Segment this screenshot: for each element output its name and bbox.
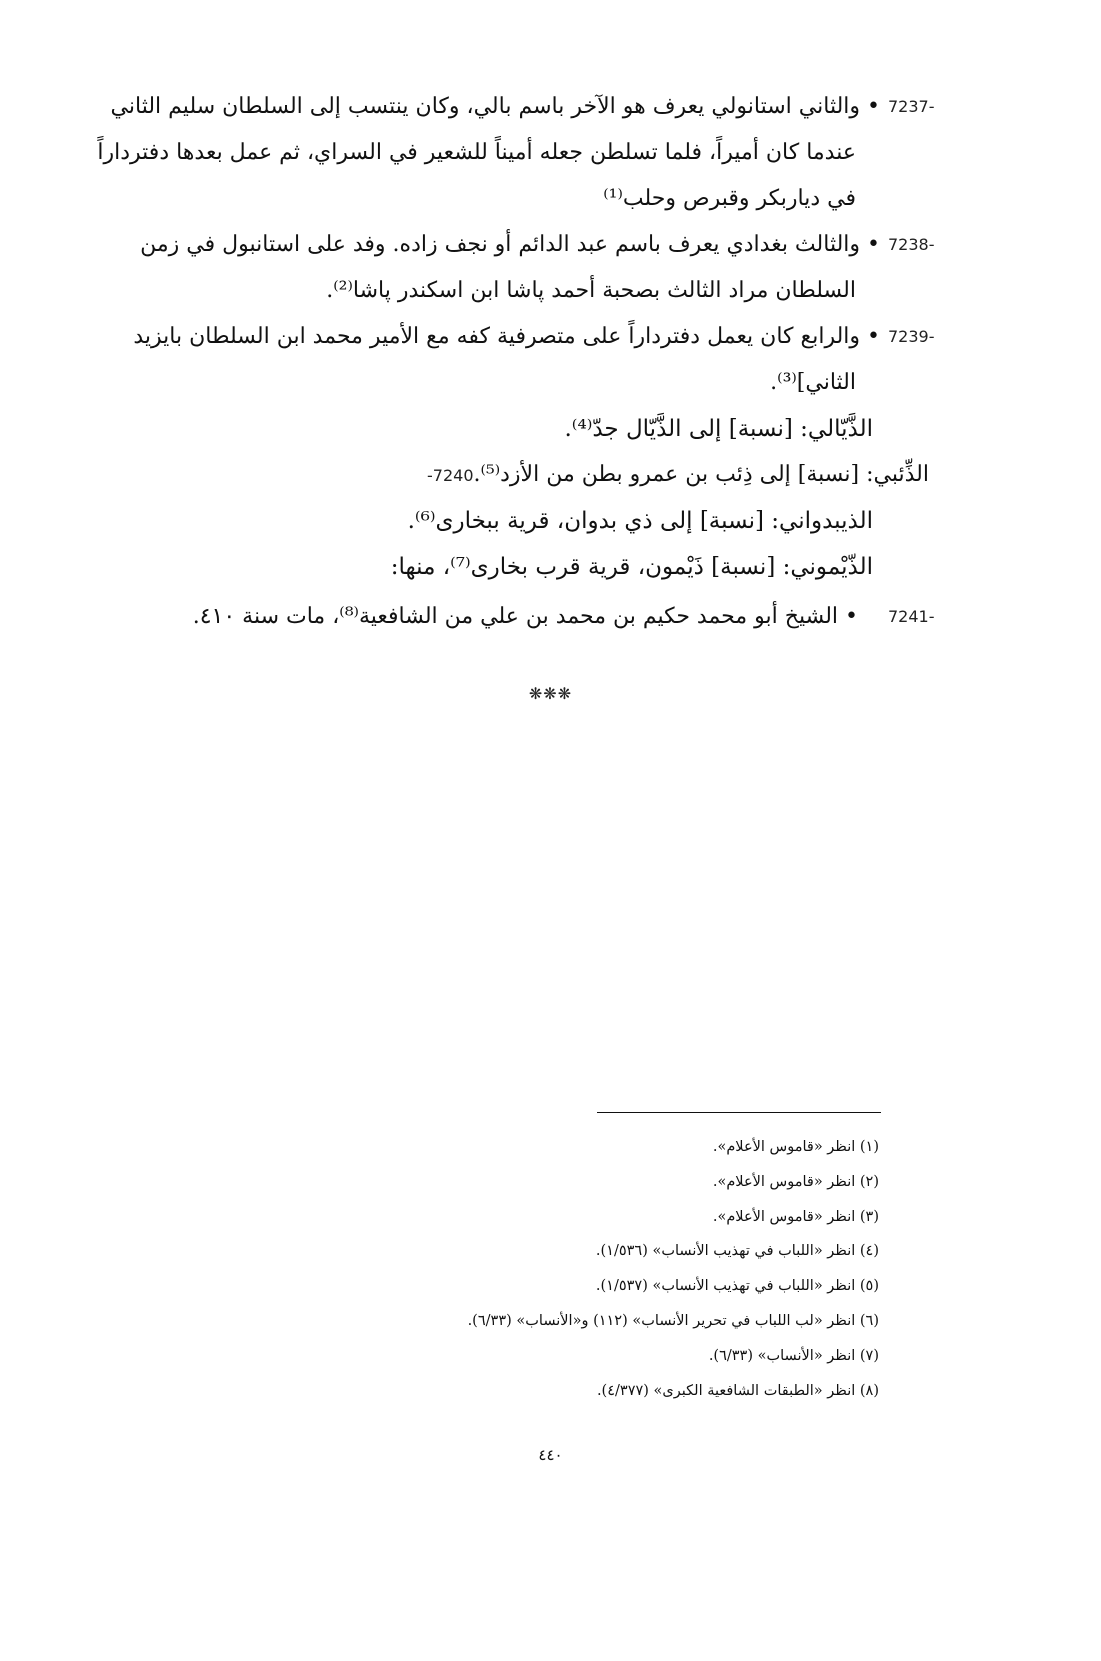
footnote-divider bbox=[597, 1112, 881, 1113]
footnote: (٢) انظر «قاموس الأعلام». bbox=[712, 1173, 879, 1190]
entry-line: في دياربكر وقبرص وحلب⁽¹⁾ bbox=[603, 186, 856, 211]
entry-number: 7239- bbox=[888, 327, 935, 346]
footnote: (٨) انظر «الطبقات الشافعية الكبرى» (٤/٣٧٧). bbox=[596, 1382, 879, 1399]
headword-dhayyali: الذَّيّالي: [نسبة] إلى الذَّيّال جدّ⁽⁴⁾. bbox=[564, 416, 873, 442]
footnote: (١) انظر «قاموس الأعلام». bbox=[712, 1139, 879, 1155]
entry-line: • والثاني استانولي يعرف هو الآخر باسم بالي، وكان ينتسب إلى السلطان سليم الثاني bbox=[110, 94, 880, 119]
entry-line: الثاني]⁽³⁾. bbox=[770, 370, 856, 395]
headword: الذِّئبي: [نسبة] إلى ذِئب بن عمرو بطن من الأزد⁽⁵⁾. bbox=[473, 462, 929, 487]
entry-line: • والرابع كان يعمل دفترداراً على متصرفية كفه مع الأمير محمد ابن السلطان بايزيد bbox=[133, 324, 880, 349]
entry-number: 7237- bbox=[888, 97, 935, 116]
entry-text bbox=[92, 314, 880, 406]
footnotes bbox=[219, 1130, 879, 1408]
page-number: ٤٤٠ bbox=[538, 1446, 563, 1464]
entry-number: 7240- bbox=[427, 466, 474, 485]
headword-dhaymuni: الذّيْموني: [نسبة] ذَيْمون، قرية قرب بخارى⁽⁷⁾، منها: bbox=[390, 554, 873, 580]
footnote: (٧) انظر «الأنساب» (٦/٣٣). bbox=[708, 1347, 879, 1364]
entry-text bbox=[92, 84, 880, 222]
footnote: (٤) انظر «اللباب في تهذيب الأنساب» (١/٥٣٦). bbox=[595, 1243, 879, 1260]
section-separator: ❋❋❋ bbox=[528, 684, 573, 703]
entry-line: • الشيخ أبو محمد حكيم بن محمد بن علي من الشافعية⁽⁸⁾، مات سنة ٤١٠. bbox=[192, 604, 858, 629]
entry-number: 7238- bbox=[888, 235, 935, 254]
entry-line: • والثالث بغدادي يعرف باسم عبد الدائم أو نجف زاده. وفد على استانبول في زمن bbox=[140, 232, 880, 257]
headword-dhibdawani: الذيبدواني: [نسبة] إلى ذي بدوان، قرية ببخارى⁽⁶⁾. bbox=[407, 508, 873, 534]
entry-text bbox=[92, 594, 858, 640]
entry-line: السلطان مراد الثالث بصحبة أحمد پاشا ابن اسكندر پاشا⁽²⁾. bbox=[326, 278, 856, 303]
footnote: (٥) انظر «اللباب في تهذيب الأنساب» (١/٥٣٧). bbox=[595, 1278, 879, 1295]
entry-text bbox=[427, 452, 929, 499]
entry-line: عندما كان أميراً، فلما تسلطن جعله أميناً للشعير في السراي، ثم عمل بعدها دفترداراً bbox=[97, 140, 856, 165]
entry-text bbox=[92, 222, 880, 314]
footnote: (٦) انظر «لب اللباب في تحرير الأنساب» (١١٢) و«الأنساب» (٦/٣٣). bbox=[467, 1312, 879, 1329]
footnote: (٣) انظر «قاموس الأعلام». bbox=[712, 1208, 879, 1225]
entry-number: 7241- bbox=[888, 607, 935, 626]
